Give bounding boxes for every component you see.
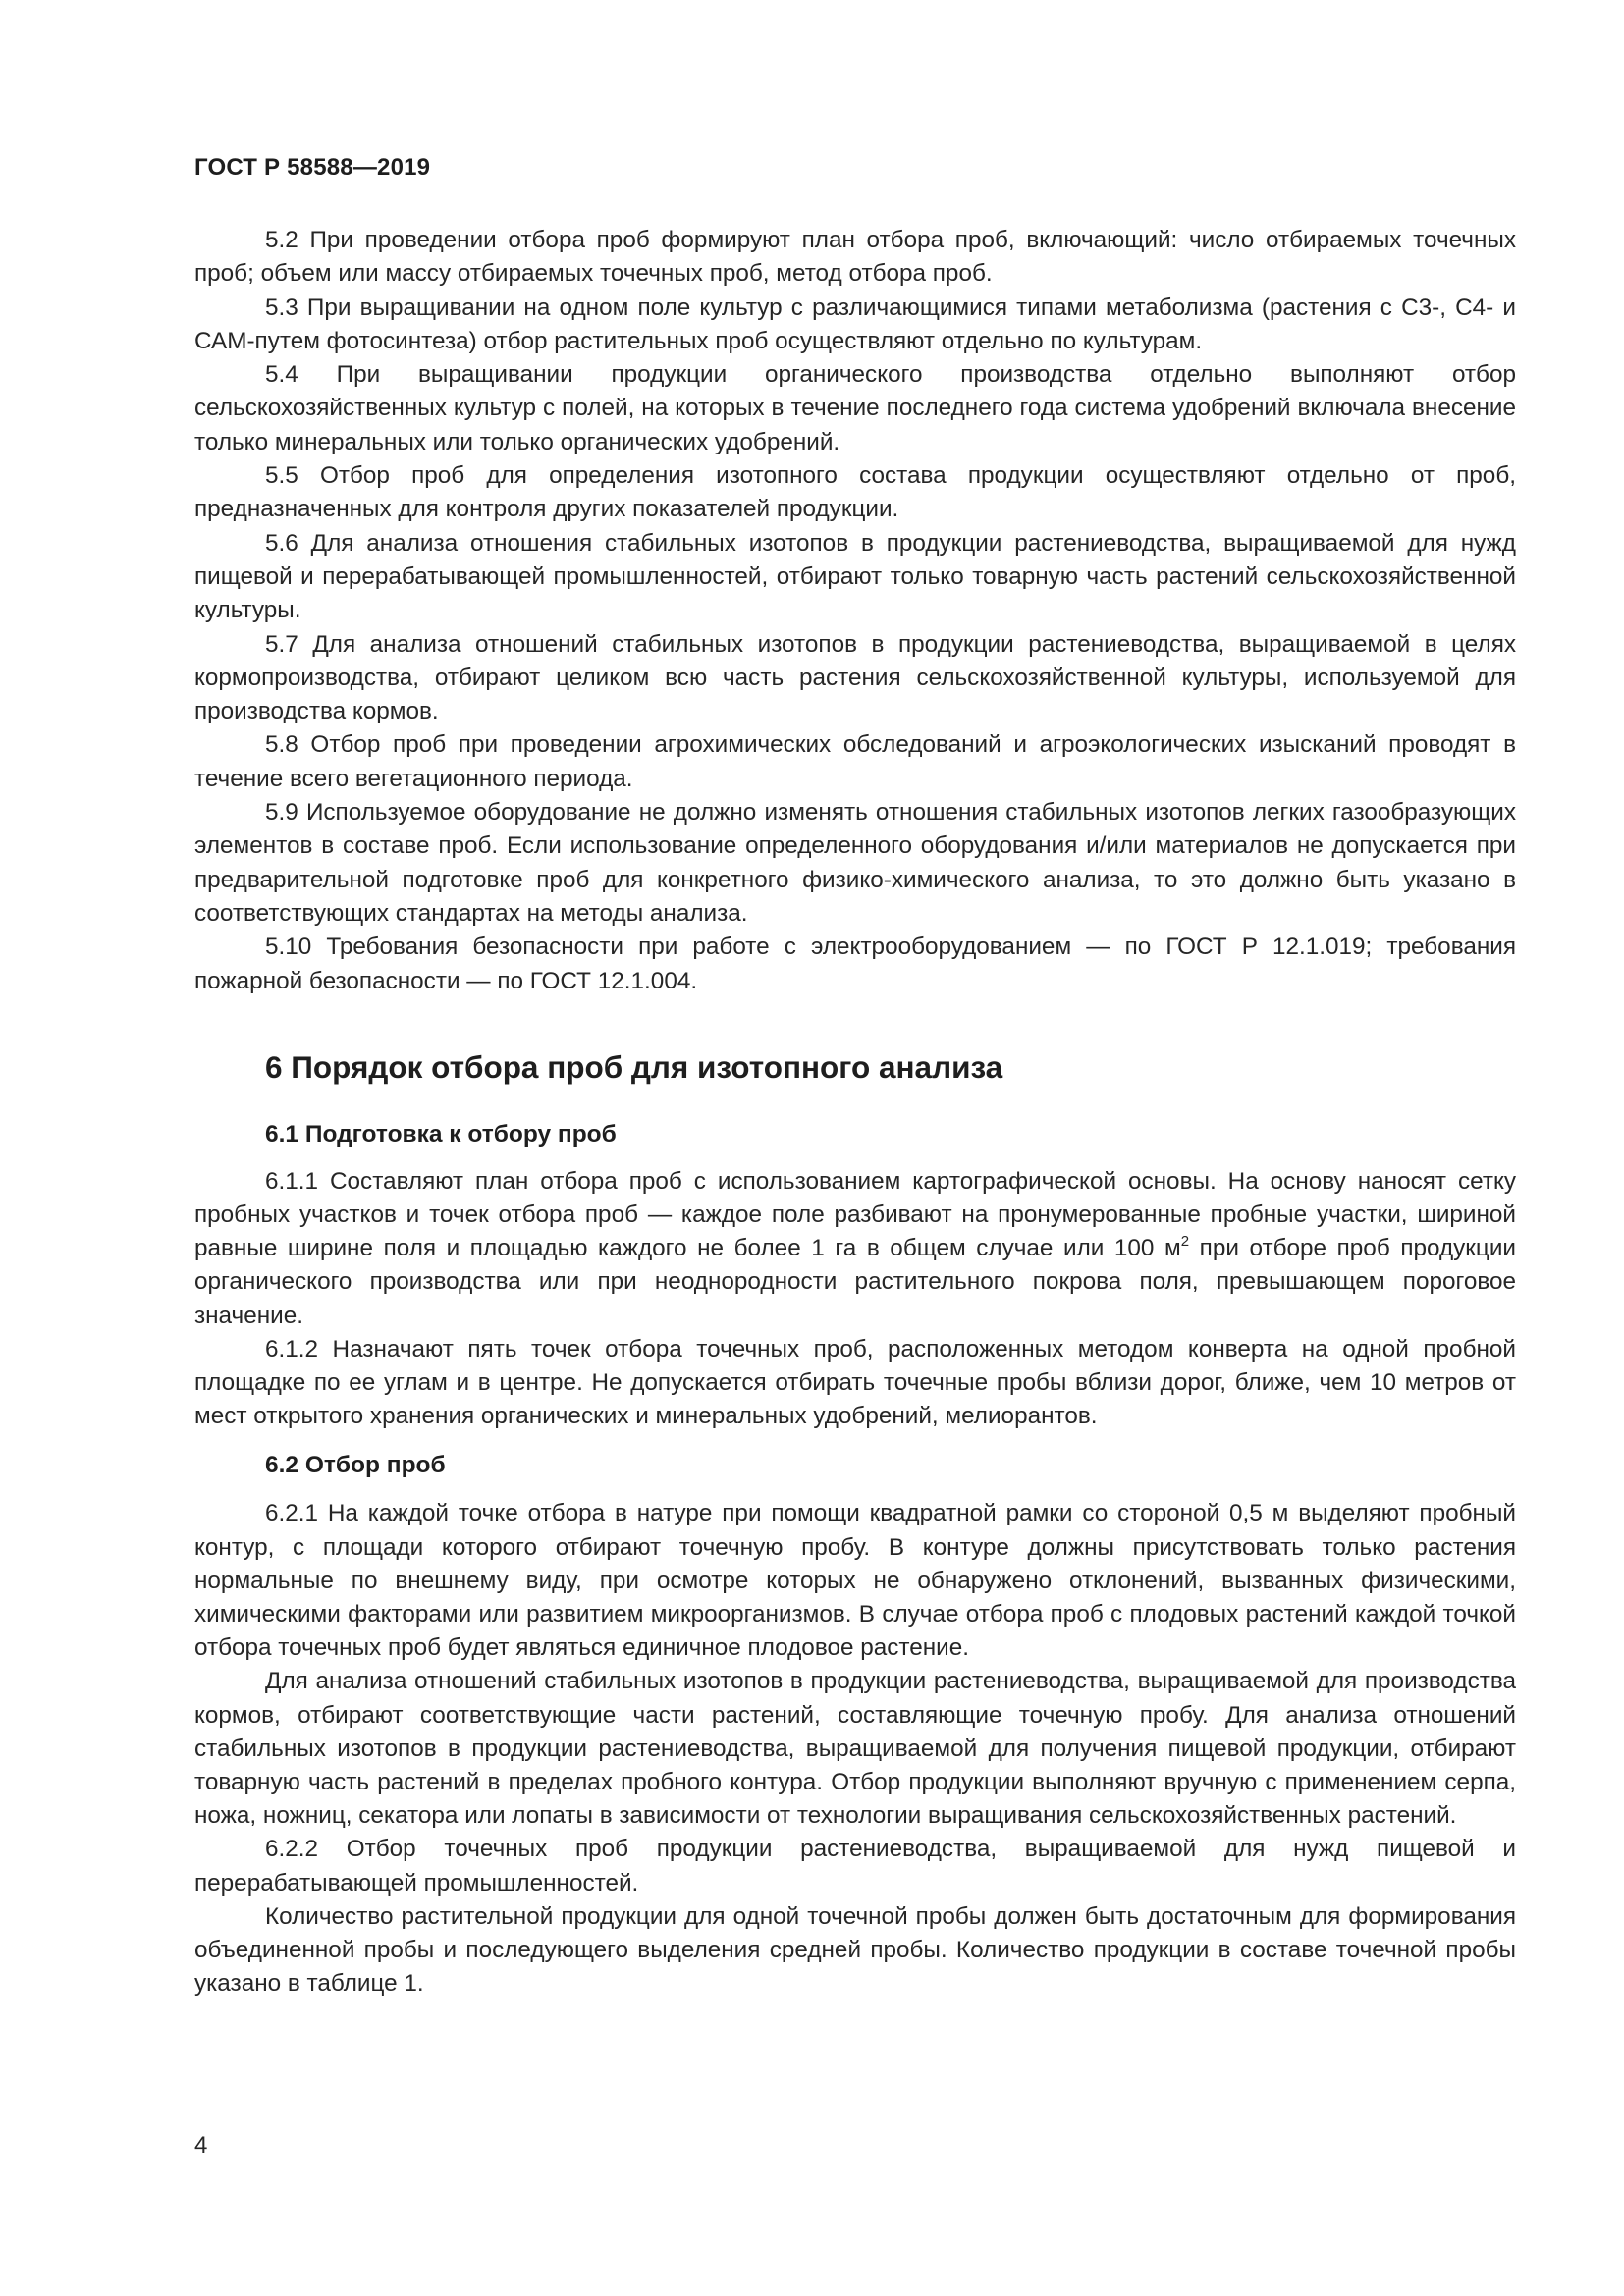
subsection-6-1-heading: 6.1 Подготовка к отбору проб [265,1120,617,1148]
paragraph-5-7: 5.7 Для анализа отношений стабильных изотопов в продукции растениеводства, выращиваемой в целях кормопроизводства, отбирают целиком всю часть растения сельскохозяйственной культуры, используемой для производства кормов. [194,630,1516,725]
paragraph-6-1-1-text-end: при отборе проб продукции органического производства или при неоднородности растительного покрова поля, превышающем пороговое значение. [194,1235,1516,1329]
document-header: ГОСТ Р 58588—2019 [194,154,431,181]
paragraph-6-1-2: 6.1.2 Назначают пять точек отбора точечных проб, расположенных методом конверта на одной пробной площадке по ее углам и в центре. Не допускается отбирать точечные пробы вблизи дорог, ближе, чем 10 метров от мест открытого хранения органических и минеральных удобрений, мелиорантов. [194,1335,1516,1430]
page-number: 4 [194,2132,208,2159]
paragraph-6-1-1 [194,1165,1516,1333]
superscript: 2 [1180,1233,1190,1251]
paragraph-5-4: 5.4 При выращивании продукции органического производства отдельно выполняют отбор сельскохозяйственных культур с полей, на которых в течение последнего года система удобрений включала внесение только минеральных или только органических удобрений. [194,361,1516,455]
paragraph-5-6: 5.6 Для анализа отношения стабильных изотопов в продукции растениеводства, выращиваемой для нужд пищевой и перерабатывающей промышленностей, отбирают только товарную часть растений сельскохозяйственной культуры. [194,529,1516,624]
paragraph-6-2-2-continued: Количество растительной продукции для одной точечной пробы должен быть достаточным для формирования объединенной пробы и последующего выделения средней пробы. Количество продукции в составе точечной пробы указано в таблице 1. [194,1902,1516,1998]
paragraph-5-5: 5.5 Отбор проб для определения изотопного состава продукции осуществляют отдельно от проб, предназначенных для контроля других показателей продукции. [194,462,1516,523]
paragraph-6-2-2: 6.2.2 Отбор точечных проб продукции растениеводства, выращиваемой для нужд пищевой и перерабатывающей промышленностей. [194,1836,1516,1896]
subsection-6-2-heading: 6.2 Отбор проб [265,1452,446,1479]
paragraph-6-1-1-text: 6.1.1 Составляют план отбора проб с использованием картографической основы. На основу наносят сетку пробных участков и точек отбора проб — каждое поле разбивают на пронумерованные пробные участки, шириной равные ширине поля и площадью каждого не более 1 га в общем случае или 100 м [194,1167,1516,1262]
paragraph-5-2: 5.2 При проведении отбора проб формируют план отбора проб, включающий: число отбираемых точечных проб; объем или массу отбираемых точечных проб, метод отбора проб. [194,227,1516,288]
paragraph-6-2-1-continued: Для анализа отношений стабильных изотопов в продукции растениеводства, выращиваемой для производства кормов, отбирают соответствующие части растений, составляющие точечную пробу. Для анализа отношений стабильных изотопов в продукции растениеводства, выращиваемой для получения пищевой продукции, отбирают товарную часть растений в пределах пробного контура. Отбор продукции выполняют вручную с применением серпа, ножа, ножниц, секатора или лопаты в зависимости от технологии выращивания сельскохозяйственных растений. [194,1668,1516,1830]
paragraph-6-2-1: 6.2.1 На каждой точке отбора в натуре при помощи квадратной рамки со стороной 0,5 м выделяют пробный контур, с площади которого отбирают точечную пробу. В контуре должны присутствовать только растения нормальные по внешнему виду, при осмотре которых не обнаружено отклонений, вызванных физическими, химическими факторами или развитием микроорганизмов. В случае отбора проб с плодовых растений каждой точкой отбора точечных проб будет являться единичное плодовое растение. [194,1500,1516,1662]
paragraph-5-9: 5.9 Используемое оборудование не должно изменять отношения стабильных изотопов легких газообразующих элементов в составе проб. Если использование определенного оборудования и/или материалов не допускается при предварительной подготовке проб для конкретного физико-химического анализа, то это должно быть указано в соответствующих стандартах на методы анализа. [194,799,1516,927]
paragraph-5-8: 5.8 Отбор проб при проведении агрохимических обследований и агроэкологических изысканий проводят в течение всего вегетационного периода. [194,731,1516,792]
paragraph-5-3: 5.3 При выращивании на одном поле культур с различающимися типами метаболизма (растения с С3-, С4- и САМ-путем фотосинтеза) отбор растительных проб осуществляют отдельно по культурам. [194,294,1516,354]
page-content [194,224,1516,2002]
paragraph-5-10: 5.10 Требования безопасности при работе с электрооборудованием — по ГОСТ Р 12.1.019; требования пожарной безопасности — по ГОСТ 12.1.004. [194,934,1516,994]
section-6-heading: 6 Порядок отбора проб для изотопного анализа [265,1048,1003,1085]
